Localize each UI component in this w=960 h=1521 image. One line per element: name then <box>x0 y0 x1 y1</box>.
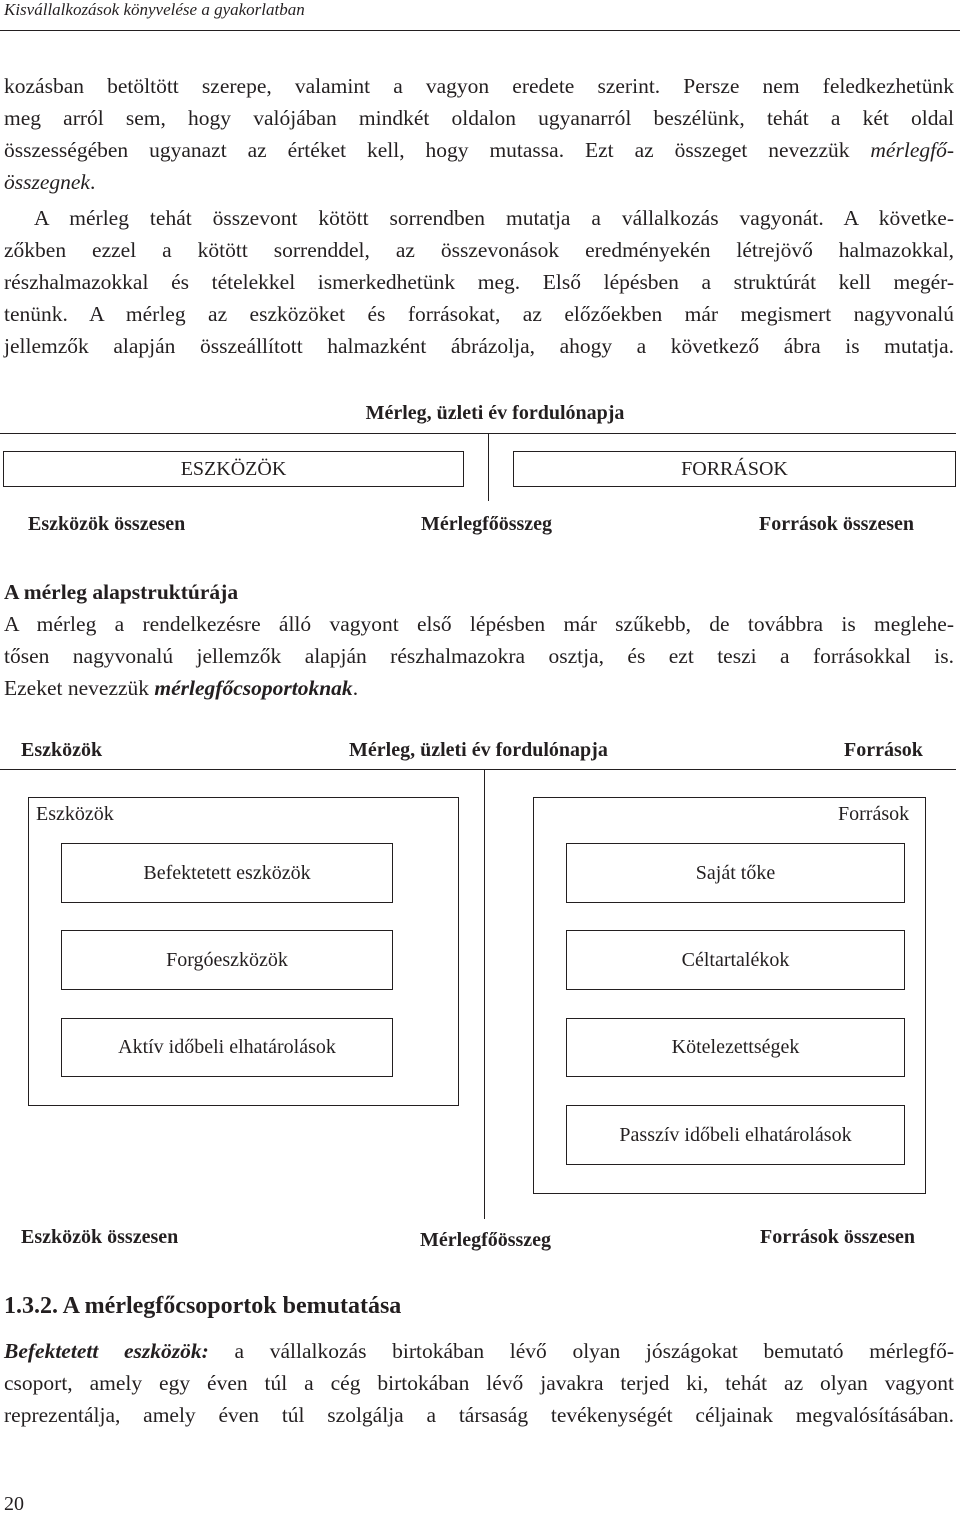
diagram2-header-center: Mérleg, üzleti év fordulónapja <box>349 739 608 761</box>
italic-term: összegnek <box>4 170 90 194</box>
diagram1-total-right: Források összesen <box>759 513 914 535</box>
paragraph-line: Ezeket nevezzük mérlegfőcsoportoknak. <box>4 676 359 700</box>
paragraph-line: csoport, amely egy éven túl a cég birtokában lévő javakra terjed ki, tehát az olyan vagyont <box>4 1371 954 1395</box>
aktiv-idobeli-elhatarolasok-box: Aktív időbeli elhatárolások <box>61 1018 393 1077</box>
diagram2-header-left: Eszközök <box>21 739 103 761</box>
sajat-toke-box: Saját tőke <box>566 843 905 903</box>
paragraph-line: meg arról sem, hogy valójában mindkét oldalon ugyanarról beszélünk, tehát a két oldal <box>4 106 954 130</box>
bold-italic-term: Befektetett eszközök: <box>4 1339 209 1363</box>
section-heading-132: 1.3.2. A mérlegfőcsoportok bemutatása <box>4 1293 402 1319</box>
running-header: Kisvállalkozások könyvelése a gyakorlatban <box>4 0 305 19</box>
paragraph-line: jellemzők alapján összeállított halmazként ábrázolja, ahogy a következő ábra is mutatja. <box>4 334 954 358</box>
paragraph-line: A mérleg a rendelkezésre álló vagyont első lépésben már szűkebb, de továbbra is meglehe- <box>4 612 954 636</box>
diagram2-total-center: Mérlegfőösszeg <box>420 1229 552 1251</box>
paragraph-line: kozásban betöltött szerepe, valamint a vagyon eredete szerint. Persze nem feledkezhetünk <box>4 74 954 98</box>
diagram1-top-rule <box>0 433 956 434</box>
diagram2-top-rule <box>0 769 956 770</box>
forrasok-panel-label: Források <box>838 803 910 825</box>
header-rule <box>0 30 960 31</box>
page-number: 20 <box>4 1493 24 1515</box>
paragraph-line: zőkben ezzel a kötött sorrenddel, az összevonások eredményekén létrejövő halmazokkal, <box>4 238 954 262</box>
paragraph-line: A mérleg tehát összevont kötött sorrendben mutatja a vállalkozás vagyonát. A követke- <box>34 206 954 230</box>
paragraph-line: részhalmazokkal és tételekkel ismerkedhetünk meg. Első lépésben a struktúrát kell megér- <box>4 270 954 294</box>
eszkozok-panel-label: Eszközök <box>36 803 114 825</box>
kotelezettsegek-box: Kötelezettségek <box>566 1018 905 1077</box>
paragraph-2 <box>4 202 954 362</box>
italic-term: mérlegfő- <box>870 138 954 162</box>
paragraph-line: tenünk. A mérleg az eszközöket és forrásokat, az előzőekben már megismert nagyvonalú <box>4 302 954 326</box>
section-alapstruktura <box>4 576 954 704</box>
befektetett-eszkozok-box: Befektetett eszközök <box>61 843 393 903</box>
paragraph-1 <box>4 70 954 198</box>
forgoeszkozok-box: Forgóeszközök <box>61 930 393 990</box>
paragraph-line: összegnek. <box>4 170 96 194</box>
paragraph-line: összességében ugyanazt az értéket kell, hogy mutassa. Ezt az összeget nevezzük mérlegfő- <box>4 138 954 162</box>
passziv-idobeli-elhatarolasok-box: Passzív időbeli elhatárolások <box>566 1105 905 1165</box>
diagram1-title: Mérleg, üzleti év fordulónapja <box>365 402 625 424</box>
bold-italic-term: mérlegfőcsoportoknak <box>154 676 353 700</box>
paragraph-line: Befektetett eszközök: a vállalkozás birtokában lévő olyan jószágokat bemutató mérlegfő- <box>4 1339 954 1363</box>
celtartalekok-box: Céltartalékok <box>566 930 905 990</box>
diagram2-total-right: Források összesen <box>760 1226 915 1248</box>
diagram1-divider <box>488 433 489 501</box>
diagram2-header-right: Források <box>844 739 923 761</box>
diagram1-total-center: Mérlegfőösszeg <box>421 513 553 535</box>
paragraph-line: reprezentálja, amely éven túl szolgálja a társaság tevékenységét céljainak megvalósításában. <box>4 1403 954 1427</box>
paragraph-befektetett <box>4 1335 954 1431</box>
diagram2-divider <box>484 769 485 1219</box>
diagram2-total-left: Eszközök összesen <box>21 1226 179 1248</box>
diagram1-total-left: Eszközök összesen <box>28 513 186 535</box>
paragraph-line: tősen nagyvonalú jellemzők alapján részhalmazokra osztja, és ezt teszi a forrásokkal is. <box>4 644 954 668</box>
eszkozok-box: ESZKÖZÖK <box>3 451 464 487</box>
forrasok-box: FORRÁSOK <box>513 451 956 487</box>
section-heading: A mérleg alapstruktúrája <box>4 580 239 604</box>
